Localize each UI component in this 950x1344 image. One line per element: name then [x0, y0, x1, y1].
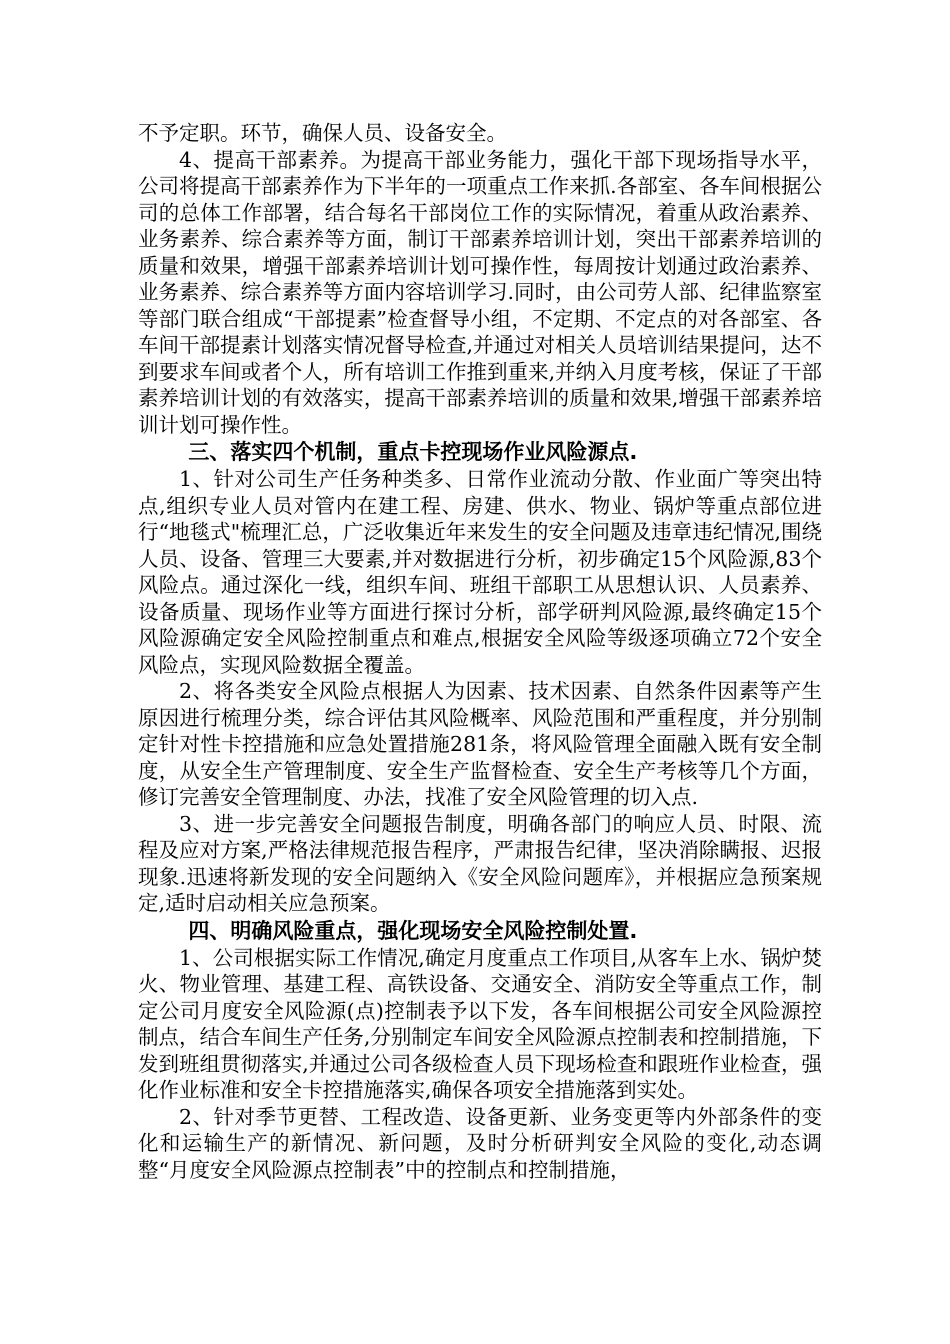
document-page: [138, 120, 822, 1183]
paragraph-2: 4、提高干部素养。为提高干部业务能力，强化干部下现场指导水平，公司将提高干部素养作为下半年的一项重点工作来抓.各部室、各车间根据公司的总体工作部署，结合每名干部岗位工作的实际情况，着重从政治素养、业务素养、综合素养等方面，制订干部素养培训计划，突出干部素养培训的质量和效果，增强干部素养培训计划可操作性，每周按计划通过政治素养、业务素养、综合素养等方面内容培训学习.同时，由公司劳人部、纪律监察室等部门联合组成“干部提素”检查督导小组，不定期、不定点的对各部室、各车间干部提素计划落实情况督导检查,并通过对相关人员培训结果提问，达不到要求车间或者个人，所有培训工作推到重来,并纳入月度考核，保证了干部素养培训计划的有效落实，提高干部素养培训的质量和效果,增强干部素养培训计划可操作性。: [138, 147, 822, 437]
section-heading-3: 三、落实四个机制，重点卡控现场作业风险源点.: [188, 440, 638, 464]
paragraph-5: 3、进一步完善安全问题报告制度，明确各部门的响应人员、时限、流程及应对方案,严格法律规范报告程序，严肃报告纪律，坚决消除瞒报、迟报现象.迅速将新发现的安全问题纳入《安全风险问题库》，并根据应急预案规定,适时启动相关应急预案。: [138, 811, 822, 915]
paragraph-4: 2、将各类安全风险点根据人为因素、技术因素、自然条件因素等产生原因进行梳理分类，综合评估其风险概率、风险范围和严重程度，并分别制定针对性卡控措施和应急处置措施281条，将风险管理全面融入既有安全制度，从安全生产管理制度、安全生产监督检查、安全生产考核等几个方面，修订完善安全管理制度、办法，找准了安全风险管理的切入点.: [138, 679, 822, 809]
paragraph-1: 不予定职。环节，确保人员、设备安全。: [138, 121, 507, 145]
paragraph-7: 2、针对季节更替、工程改造、设备更新、业务变更等内外部条件的变化和运输生产的新情况、新问题，及时分析研判安全风险的变化,动态调整“月度安全风险源点控制表”中的控制点和控制措施，: [138, 1104, 822, 1182]
section-heading-4: 四、明确风险重点，强化现场安全风险控制处置.: [188, 918, 638, 943]
paragraph-6: 1、公司根据实际工作情况,确定月度重点工作项目,从客车上水、锅炉焚火、物业管理、基建工程、高铁设备、交通安全、消防安全等重点工作，制定公司月度安全风险源(点)控制表予以下发，各车间根据公司安全风险源控制点，结合车间生产任务,分别制定车间安全风险源点控制表和控制措施，下发到班组贯彻落实,并通过公司各级检查人员下现场检查和跟班作业检查，强化作业标准和安全卡控措施落实,确保各项安全措施落到实处。: [138, 945, 822, 1102]
paragraph-3: 1、针对公司生产任务种类多、日常作业流动分散、作业面广等突出特点,组织专业人员对管内在建工程、房建、供水、物业、锅炉等重点部位进行“地毯式"梳理汇总，广泛收集近年来发生的安全问题及违章违纪情况,围绕人员、设备、管理三大要素,并对数据进行分析，初步确定15个风险源,83个风险点。通过深化一线，组织车间、班组干部职工从思想认识、人员素养、设备质量、现场作业等方面进行探讨分析，部学研判风险源,最终确定15个风险源确定安全风险控制重点和难点,根据安全风险等级逐项确立72个安全风险点，实现风险数据全覆盖。: [138, 467, 822, 677]
